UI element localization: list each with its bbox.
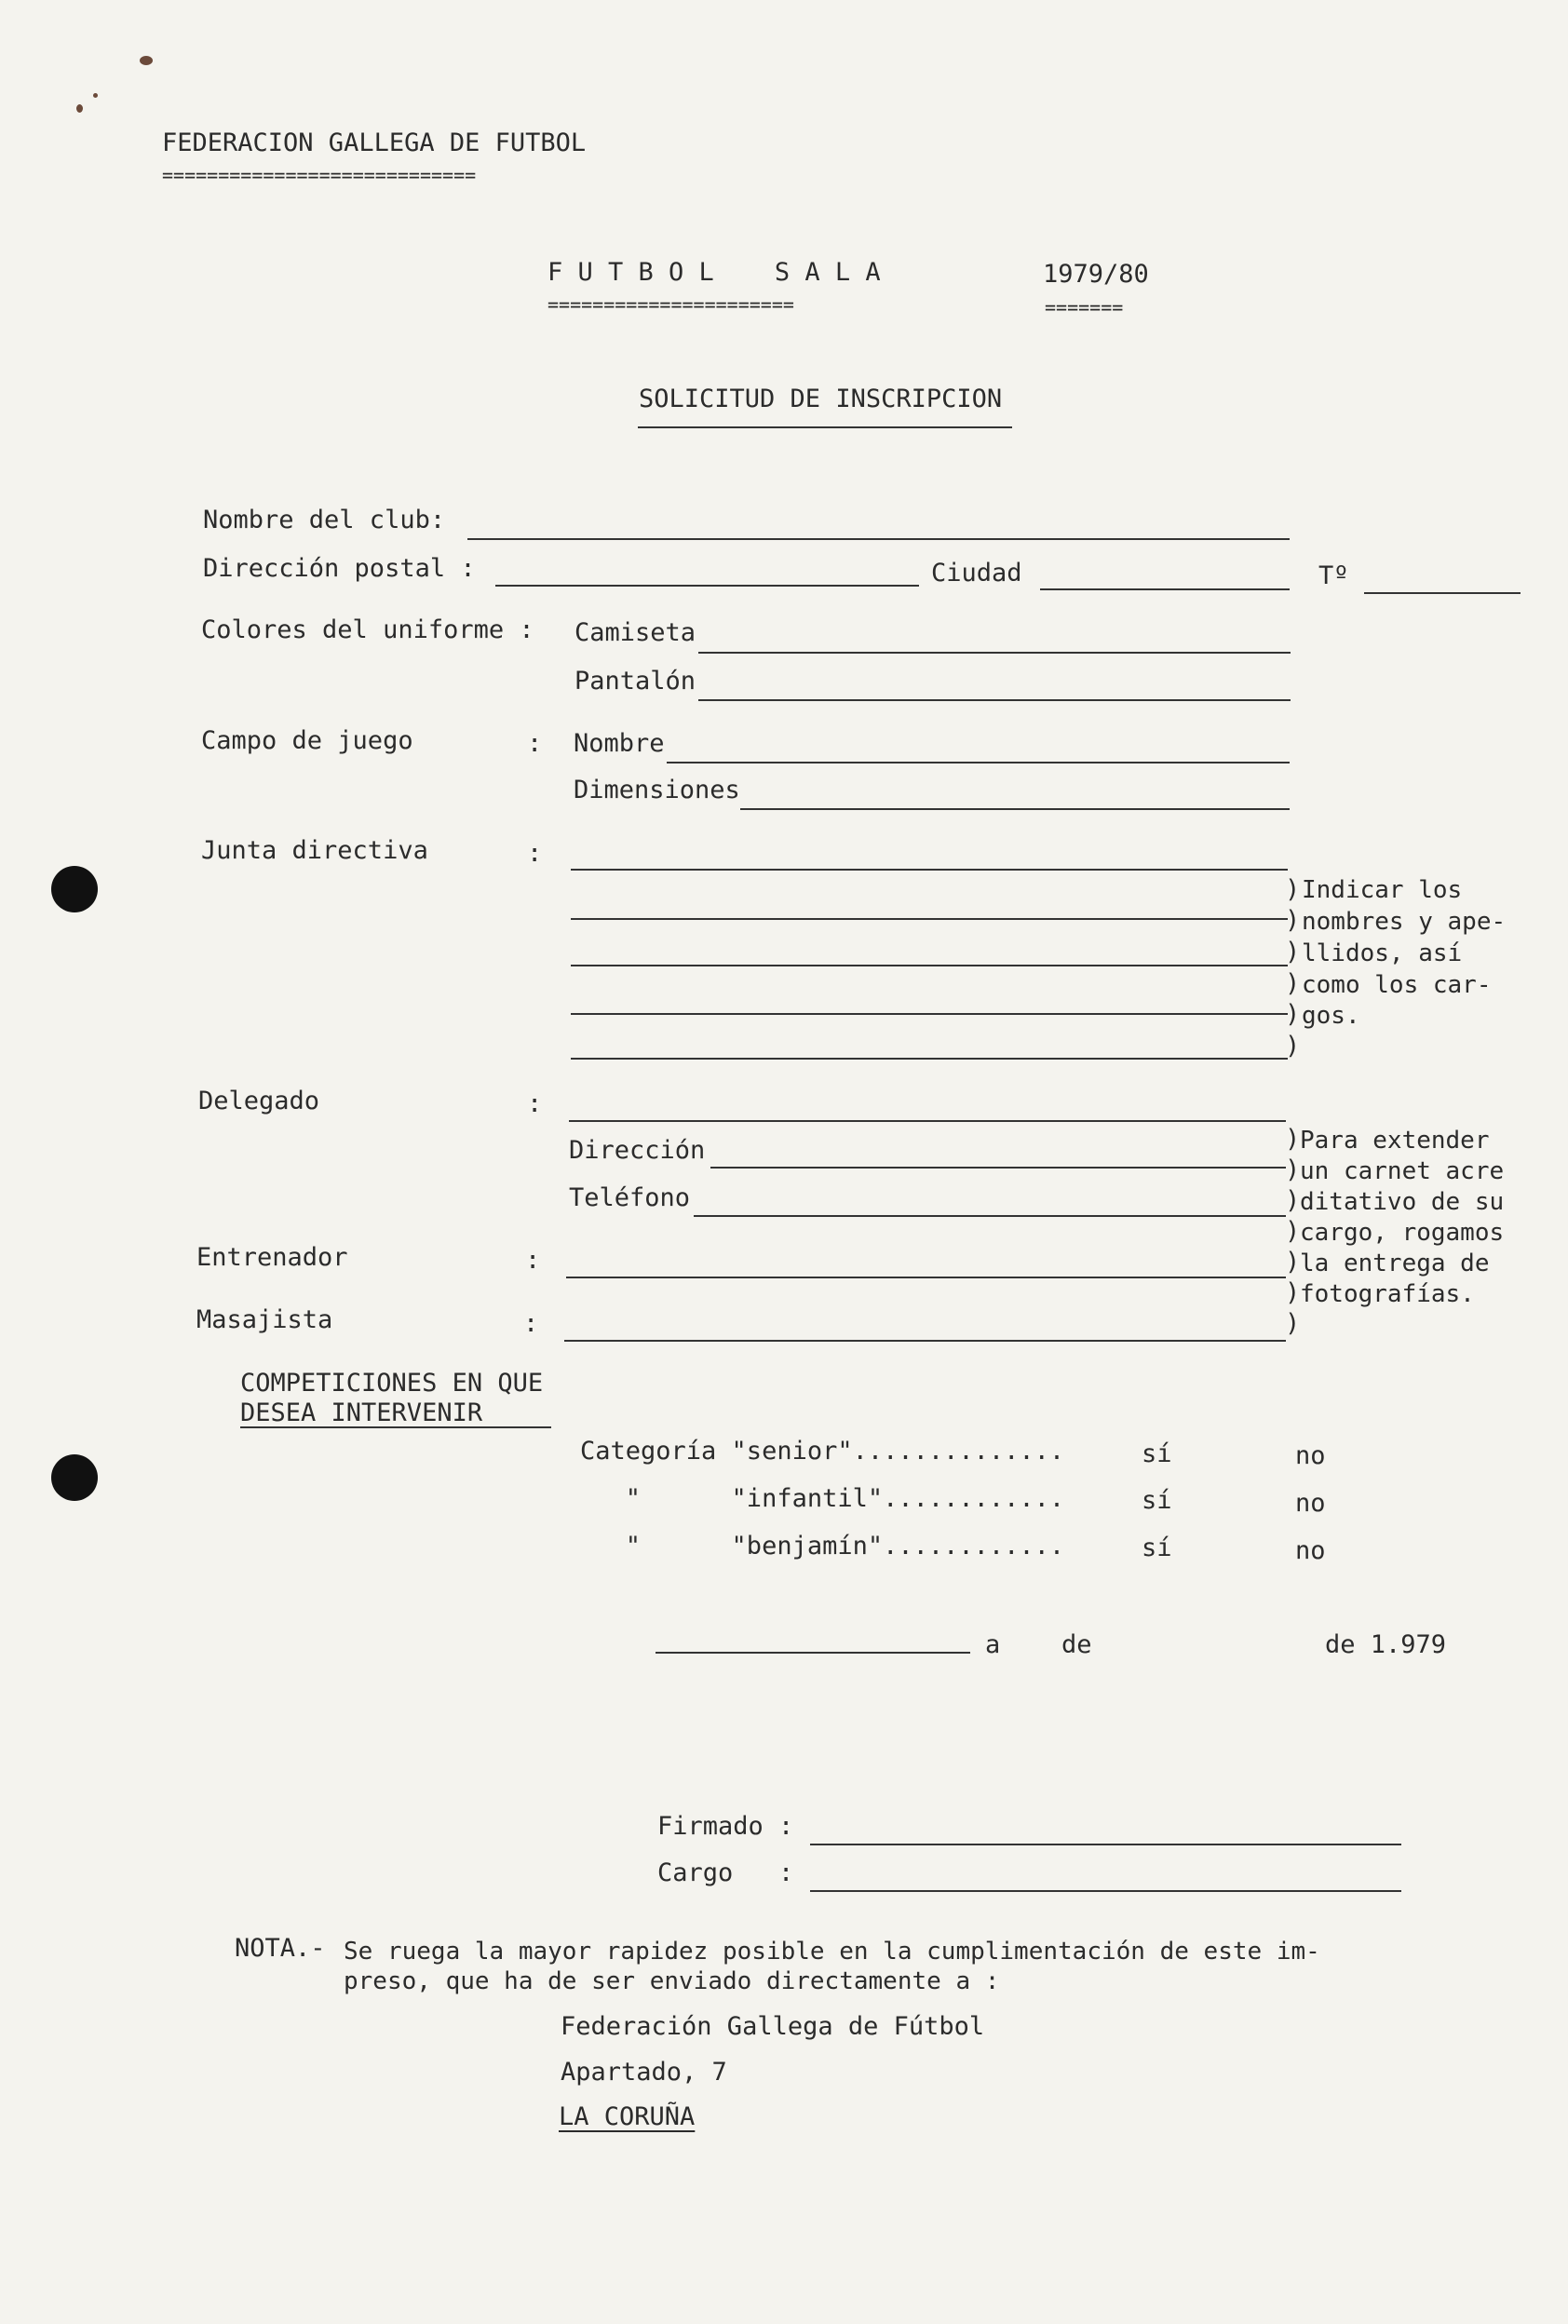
position-label: Cargo : (657, 1858, 794, 1887)
bracket: ) (1285, 906, 1301, 935)
delegate-line[interactable] (569, 1120, 1286, 1122)
field-name-label: Nombre (574, 729, 665, 758)
punch-hole-top (51, 866, 98, 912)
city-label: Ciudad (931, 559, 1022, 588)
bracket: ) (1285, 1032, 1301, 1061)
board-note-line: Indicar los (1302, 876, 1463, 904)
club-name-label: Nombre del club: (203, 506, 446, 534)
board-note-line: llidos, así (1302, 939, 1463, 967)
card-note-line: fotografías. (1300, 1280, 1475, 1308)
signed-label: Firmado : (657, 1812, 794, 1841)
address-po-box: Apartado, 7 (561, 2058, 727, 2087)
delegate-phone-line[interactable] (694, 1215, 1286, 1217)
nota-label: NOTA.- (235, 1934, 326, 1963)
board-note-line: nombres y ape- (1302, 908, 1507, 936)
form-title: SOLICITUD DE INSCRIPCION (639, 385, 1003, 413)
signed-line[interactable] (810, 1844, 1401, 1845)
bracket: ) (1285, 938, 1301, 966)
phone-line[interactable] (1364, 592, 1521, 594)
board-line-3[interactable] (571, 965, 1288, 966)
place-line[interactable] (656, 1652, 970, 1654)
date-de: de (1061, 1630, 1092, 1659)
category-benjamin: " "benjamín"............ (580, 1532, 1065, 1561)
bracket: ) (1285, 875, 1301, 904)
nota-line-1: Se ruega la mayor rapidez posible en la cumplimentación de este im- (344, 1938, 1320, 1966)
dimensions-line[interactable] (740, 808, 1290, 810)
address-label: Dirección postal : (203, 554, 476, 583)
infantil-yes[interactable]: sí (1142, 1486, 1172, 1515)
shorts-label: Pantalón (574, 667, 696, 696)
senior-yes[interactable]: sí (1142, 1439, 1172, 1468)
board-line-5[interactable] (571, 1058, 1288, 1060)
bracket: ) (1285, 1186, 1301, 1215)
sport-title: F U T B O L S A L A (547, 258, 881, 287)
benjamin-yes[interactable]: sí (1142, 1534, 1172, 1562)
delegate-phone-label: Teléfono (569, 1183, 691, 1212)
city-line[interactable] (1040, 588, 1290, 590)
delegate-address-line[interactable] (710, 1167, 1286, 1169)
shorts-line[interactable] (698, 699, 1291, 701)
coach-line[interactable] (566, 1277, 1286, 1278)
stain-mark (140, 56, 153, 65)
bracket: ) (1285, 1000, 1301, 1029)
card-note-line: la entrega de (1300, 1250, 1490, 1277)
federation-name: FEDERACION GALLEGA DE FUTBOL (162, 128, 587, 157)
shirt-label: Camiseta (574, 618, 696, 647)
date-year: de 1.979 (1325, 1630, 1447, 1659)
bracket: ) (1285, 969, 1301, 998)
board-line-1[interactable] (571, 869, 1288, 871)
position-line[interactable] (810, 1890, 1401, 1892)
shirt-line[interactable] (698, 652, 1291, 654)
bracket: ) (1285, 1125, 1301, 1154)
bracket: ) (1285, 1309, 1301, 1338)
dimensions-label: Dimensiones (574, 776, 740, 804)
colon: : (523, 1309, 539, 1338)
colon: : (527, 1089, 543, 1118)
punch-hole-bottom (51, 1454, 98, 1501)
card-note-line: Para extender (1300, 1127, 1490, 1155)
competitions-underline (240, 1426, 551, 1428)
bracket: ) (1285, 1217, 1301, 1246)
board-line-2[interactable] (571, 918, 1288, 920)
colon: : (527, 839, 543, 868)
sport-underline: ====================== (547, 293, 794, 316)
board-note-line: como los car- (1302, 971, 1492, 999)
stain-mark (76, 104, 83, 113)
bracket: ) (1285, 1248, 1301, 1277)
category-senior: Categoría "senior".............. (580, 1437, 1065, 1466)
club-name-line[interactable] (467, 538, 1290, 540)
competitions-heading-2: DESEA INTERVENIR (240, 1398, 483, 1427)
card-note-line: un carnet acre (1300, 1157, 1505, 1185)
card-note-line: cargo, rogamos (1300, 1219, 1505, 1247)
bracket: ) (1285, 1155, 1301, 1184)
delegate-label: Delegado (198, 1087, 320, 1115)
address-city: LA CORUÑA (559, 2102, 696, 2131)
senior-no[interactable]: no (1295, 1441, 1326, 1470)
stain-mark (93, 93, 98, 98)
uniform-colors-label: Colores del uniforme : (201, 615, 534, 644)
board-note-line: gos. (1302, 1002, 1360, 1030)
field-name-line[interactable] (667, 762, 1290, 763)
date-a: a (985, 1630, 1001, 1659)
board-label: Junta directiva (201, 836, 428, 865)
masseur-label: Masajista (196, 1305, 333, 1334)
coach-label: Entrenador (196, 1243, 348, 1272)
benjamin-no[interactable]: no (1295, 1536, 1326, 1565)
category-infantil: " "infantil"............ (580, 1484, 1065, 1513)
phone-label: Tº (1318, 561, 1349, 590)
form-title-underline (638, 426, 1012, 428)
playing-field-label: Campo de juego (201, 726, 413, 755)
federation-underline: ============================ (162, 164, 477, 186)
delegate-address-label: Dirección (569, 1136, 706, 1165)
competitions-heading: COMPETICIONES EN QUE (240, 1369, 544, 1398)
address-org: Federación Gallega de Fútbol (561, 2012, 985, 2041)
nota-line-2: preso, que ha de ser enviado directamente a : (344, 1967, 1000, 1995)
infantil-no[interactable]: no (1295, 1489, 1326, 1518)
colon: : (527, 729, 543, 758)
colon: : (525, 1246, 541, 1275)
address-line[interactable] (495, 585, 919, 587)
board-line-4[interactable] (571, 1013, 1288, 1015)
bracket: ) (1285, 1278, 1301, 1307)
masseur-line[interactable] (564, 1340, 1286, 1342)
season-underline: ======= (1045, 296, 1124, 318)
season: 1979/80 (1043, 260, 1149, 289)
card-note-line: ditativo de su (1300, 1188, 1505, 1216)
